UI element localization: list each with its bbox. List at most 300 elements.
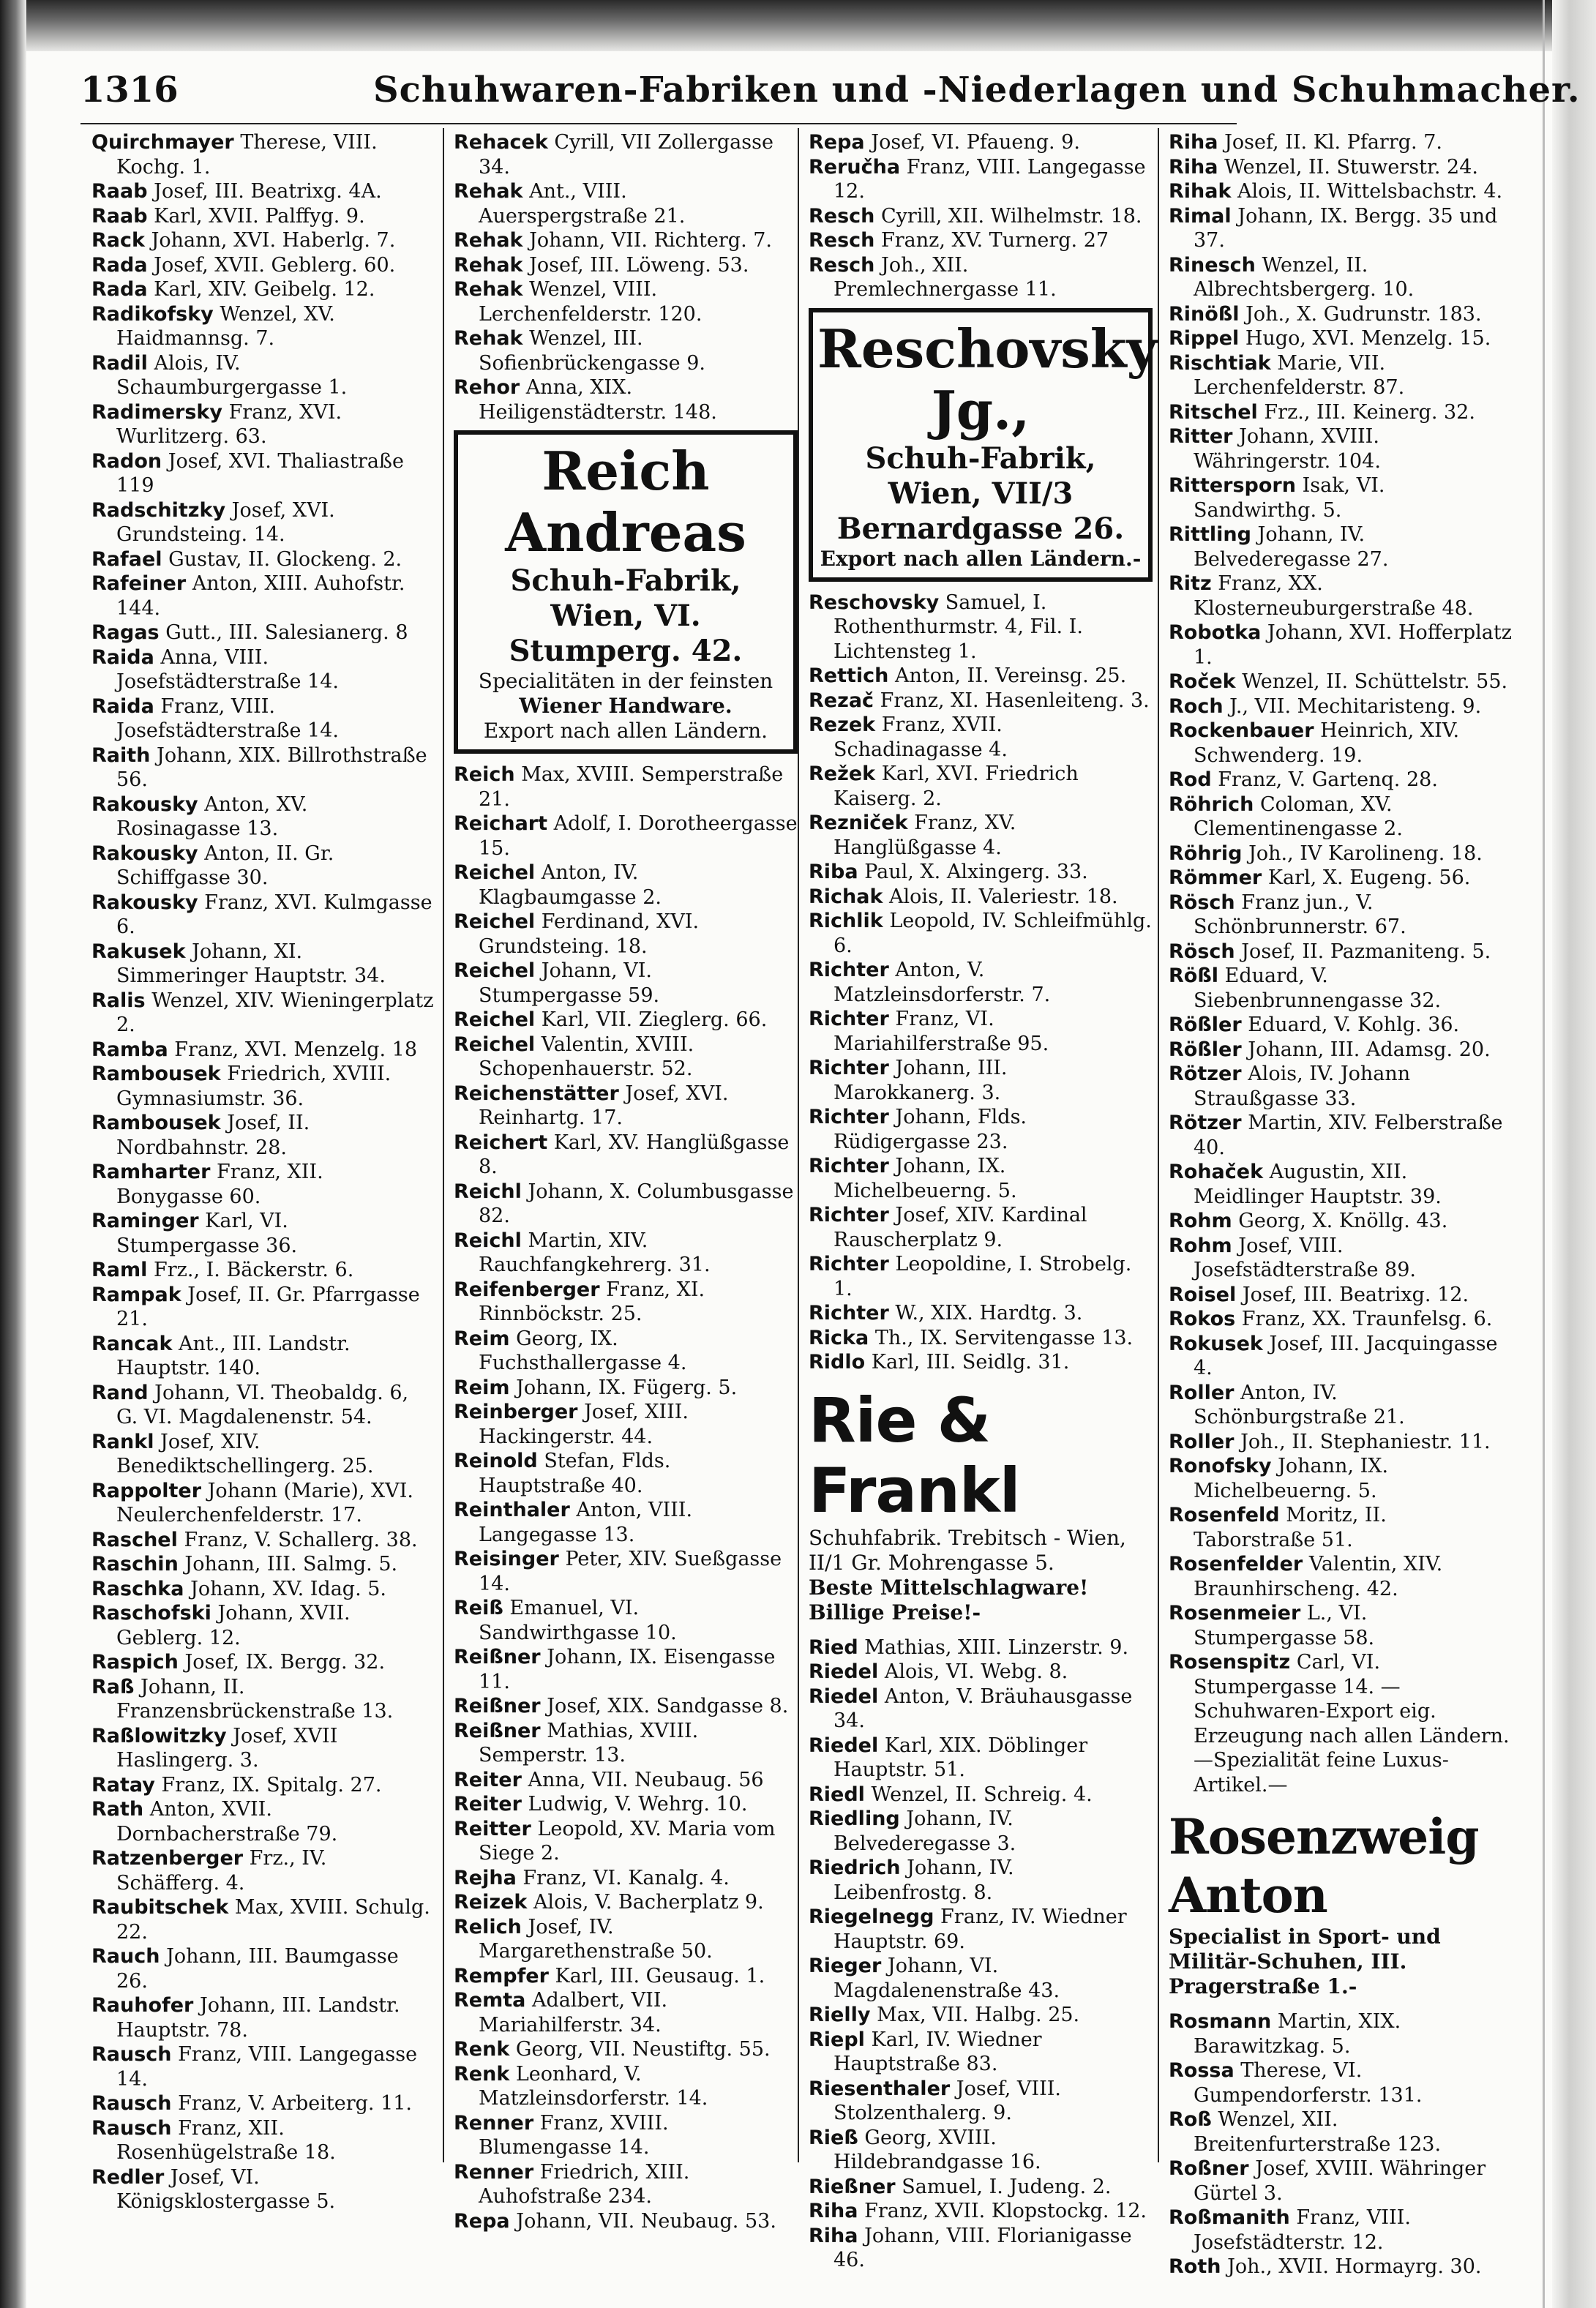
directory-entry — [1169, 1650, 1513, 1797]
entry-address: Leopoldine, I. Strobelg. 1. — [833, 1253, 1132, 1300]
entry-name: Rimal — [1169, 204, 1232, 228]
ad-text: Export nach allen Ländern.- — [820, 546, 1142, 571]
entry-address: Georg, XVIII. Hildebrandgasse 16. — [833, 2126, 1041, 2173]
entry-address: Ferdinand, XVI. Grundsteing. 18. — [479, 910, 700, 958]
entry-name: Radikofsky — [91, 302, 214, 326]
entry-name: Reißner — [454, 1695, 541, 1717]
entry-name: Rettich — [809, 664, 889, 687]
entry-name: Rezniček — [809, 812, 908, 834]
directory-entry — [91, 1283, 435, 1332]
entry-address: Johann, VI. Stumpergasse 59. — [479, 959, 660, 1007]
directory-entry — [91, 1773, 435, 1798]
entry-address: Mathias, XVIII. Semperstr. 13. — [479, 1719, 699, 1766]
directory-entry — [91, 989, 435, 1038]
directory-entry — [454, 1694, 798, 1719]
directory-entry — [454, 2160, 798, 2209]
entry-address: J., VII. Mechitaristeng. 9. — [1229, 694, 1482, 718]
entry-name: Rielly — [809, 2004, 871, 2026]
entry-address: Johann, IX. Fügerg. 5. — [516, 1376, 738, 1399]
directory-entry — [454, 910, 798, 959]
entry-address: Marie, VII. Lerchenfelderstr. 87. — [1194, 351, 1405, 399]
entry-address: Franz, XVII. Klopstockg. 12. — [864, 2200, 1147, 2222]
entry-address: Anton, II. Gr. Schiffgasse 30. — [116, 842, 334, 889]
ad-address: Wien, VI. Stumperg. 42. — [509, 599, 743, 668]
entry-address: Moritz, II. Taborstraße 51. — [1194, 1504, 1387, 1551]
directory-entry — [91, 891, 435, 940]
directory-entry — [91, 1209, 435, 1258]
entry-name: Rößler — [1169, 1038, 1242, 1061]
entry-address: Franz, XII. Bonygasse 60. — [116, 1161, 323, 1208]
entry-address: Joh., IV Karolineng. 18. — [1248, 842, 1483, 865]
entry-address: Franz, IV. Wiedner Hauptstr. 69. — [833, 1906, 1127, 1953]
entry-address: Johann, III. Landstr. Hauptstr. 78. — [116, 1994, 400, 2042]
entry-name: Reinthaler — [454, 1499, 570, 1521]
entry-name: Riba — [809, 861, 858, 883]
entry-address: Leonhard, V. Matzleinsdorferstr. 14. — [479, 2062, 708, 2110]
entry-name: Reinberger — [454, 1401, 578, 1423]
scan-right-edge — [1552, 0, 1596, 2308]
entry-name: Roßmanith — [1169, 2206, 1290, 2229]
ad-title: Rosenzweig Anton — [1169, 1808, 1479, 1924]
entry-name: Ratzenberger — [91, 1847, 244, 1870]
entry-name: Rezek — [809, 713, 876, 736]
entry-name: Rehak — [454, 327, 523, 350]
entry-name: Raspich — [91, 1651, 179, 1674]
entry-address: Franz, XVIII. Blumengasse 14. — [479, 2111, 669, 2159]
directory-entry — [91, 449, 435, 498]
entry-name: Riedl — [809, 1783, 865, 1806]
entry-address: Johann, III. Marokkanerg. 3. — [833, 1057, 1008, 1104]
entry-address: Karl, III. Seidlg. 31. — [871, 1351, 1070, 1374]
directory-entry — [809, 762, 1153, 811]
entry-address: Friedrich, XIII. Auhofstraße 234. — [479, 2160, 690, 2208]
page-number: 1316 — [80, 70, 179, 110]
entry-address: Joh., XII. Premlechnergasse 11. — [833, 253, 1057, 301]
entry-name: Rada — [91, 253, 148, 277]
entry-name: Richter — [809, 1204, 889, 1226]
directory-entry — [91, 351, 435, 400]
entry-address: Paul, X. Alxingerg. 33. — [864, 861, 1088, 883]
directory-entry — [91, 940, 435, 989]
directory-entry — [1169, 130, 1513, 155]
directory-entry — [809, 689, 1153, 713]
entry-address: Josef, VIII. Stolzenthalerg. 9. — [833, 2077, 1061, 2124]
entry-address: Franz, V. Schallerg. 38. — [184, 1528, 418, 1551]
entry-address: Max, XVIII. Schulg. 22. — [116, 1896, 430, 1944]
directory-entry — [91, 1160, 435, 1209]
column-3 — [809, 130, 1158, 2273]
directory-entry — [809, 1326, 1153, 1351]
running-head: Schuhwaren-Fabriken und -Niederlagen und Schuhmacher. — [373, 70, 1581, 110]
ad-text: Specialitäten in der feinsten — [478, 669, 773, 693]
directory-entry — [454, 2062, 798, 2111]
directory-entry — [91, 302, 435, 351]
directory-entry — [1169, 2009, 1513, 2058]
entry-address: Augustin, XII. Meidlinger Hauptstr. 39. — [1194, 1161, 1442, 1208]
entry-name: Rand — [91, 1381, 149, 1404]
entry-address: Johann (Marie), XVI. Neulerchenfelderstr. 17. — [116, 1479, 413, 1526]
entry-name: Rötzer — [1169, 1063, 1242, 1085]
entry-address: Franz, XVI. Kulmgasse 6. — [116, 891, 432, 938]
directory-entry — [809, 1954, 1153, 2003]
entry-address: Johann, X. Columbusgasse 82. — [479, 1180, 794, 1227]
entry-address: Valentin, XVIII. Schopenhauerstr. 52. — [479, 1033, 694, 1080]
directory-entry — [454, 1719, 798, 1768]
entry-address: Wenzel, II. Schüttelstr. 55. — [1242, 670, 1508, 693]
entry-address: Josef, XIII. Hackingerstr. 44. — [479, 1401, 689, 1448]
directory-entry — [91, 572, 435, 621]
directory-entry — [91, 793, 435, 842]
entry-name: Rauch — [91, 1945, 160, 1968]
entry-address: Franz, XI. Hasenleiteng. 3. — [880, 689, 1150, 712]
entry-name: Reitter — [454, 1817, 531, 1840]
entry-name: Reschovsky — [809, 591, 940, 614]
ad-reschovsky — [809, 308, 1158, 582]
directory-entry — [91, 253, 435, 278]
directory-entry — [1169, 2157, 1513, 2206]
entry-address: Eduard, V. Kohlg. 36. — [1248, 1014, 1460, 1036]
entry-name: Rokusek — [1169, 1332, 1263, 1355]
entry-address: Johann, IX. Eisengasse 11. — [479, 1646, 776, 1693]
directory-entry — [454, 1547, 798, 1596]
entry-address: Wenzel, XII. Breitenfurterstraße 123. — [1194, 2108, 1442, 2156]
entry-name: Reichel — [454, 1008, 536, 1031]
entry-address: Ant., VIII. Auerspergstraße 21. — [479, 180, 686, 228]
entry-name: Rauhofer — [91, 1994, 194, 2017]
entry-address: Franz, XV. Hanglüßgasse 4. — [833, 812, 1016, 859]
directory-entry — [91, 1577, 435, 1602]
directory-entry — [1169, 1160, 1513, 1209]
entry-address: Josef, IV. Margarethenstraße 50. — [479, 1915, 713, 1963]
entry-name: Radimersky — [91, 400, 222, 424]
entry-name: Raab — [91, 204, 148, 228]
directory-entry — [91, 1797, 435, 1846]
entry-address: Martin, XIV. Rauchfangkehrerg. 31. — [479, 1229, 711, 1276]
directory-entry — [91, 1381, 435, 1430]
entry-name: Raminger — [91, 1210, 199, 1232]
entry-name: Rieß — [809, 2126, 858, 2149]
directory-entry — [454, 1915, 798, 1964]
entry-address: Anton, XVII. Dornbacherstraße 79. — [116, 1798, 338, 1846]
entry-address: Coloman, XV. Clementinengasse 2. — [1194, 793, 1403, 840]
entry-name: Riedel — [809, 1685, 879, 1708]
directory-entry — [809, 958, 1153, 1007]
directory-entry — [454, 1768, 798, 1793]
entry-address: Th., IX. Servitengasse 13. — [874, 1326, 1134, 1349]
entry-address: Georg, IX. Fuchsthallergasse 4. — [479, 1327, 687, 1374]
entry-name: Resch — [809, 253, 875, 277]
entry-name: Rezač — [809, 689, 874, 712]
entry-name: Renk — [454, 2062, 510, 2086]
entry-address: Josef, XVI. Grundsteing. 14. — [116, 498, 335, 546]
entry-name: Rambousek — [91, 1112, 221, 1134]
entry-address: Stefan, Flds. Hauptstraße 40. — [479, 1450, 671, 1497]
entry-name: Riedrich — [809, 1856, 901, 1879]
column-1 — [91, 130, 435, 2214]
entry-name: Riedling — [809, 1807, 900, 1830]
directory-entry — [1169, 1234, 1513, 1283]
entry-address: Josef, XVII. Geblerg. 60. — [154, 253, 396, 277]
entry-address: Johann, III. Baumgasse 26. — [116, 1945, 399, 1993]
directory-entry — [1169, 940, 1513, 964]
entry-name: Režek — [809, 763, 876, 785]
entry-address: Anton, XIII. Auhofstr. 144. — [116, 572, 405, 620]
directory-entry — [454, 1327, 798, 1376]
page-margin-line — [1543, 0, 1545, 2308]
directory-entry — [91, 1528, 435, 1553]
entry-address: Alois, IV. Johann Straußgasse 33. — [1194, 1063, 1411, 1110]
entry-address: Peter, XIV. Sueßgasse 14. — [479, 1548, 782, 1595]
entry-address: Josef, XVII Haslingerg. 3. — [116, 1724, 338, 1772]
entry-name: Rittersporn — [1169, 474, 1296, 497]
directory-entry — [91, 228, 435, 253]
directory-entry — [454, 2111, 798, 2160]
directory-entry — [454, 179, 798, 228]
directory-entry — [454, 1792, 798, 1817]
directory-entry — [91, 1038, 435, 1063]
directory-entry — [1169, 719, 1513, 768]
entry-address: Johann, XIX. Billrothstraße 56. — [116, 743, 427, 791]
entry-name: Raubitschek — [91, 1896, 229, 1919]
entry-name: Rösch — [1169, 891, 1235, 914]
page-header — [80, 70, 1581, 121]
entry-address: Franz, XX. Klosterneuburgerstraße 48. — [1194, 572, 1474, 620]
entry-name: Röhrich — [1169, 793, 1254, 816]
entry-name: Riesenthaler — [809, 2077, 951, 2100]
ad-reich-andreas — [454, 430, 798, 754]
directory-entry — [454, 1988, 798, 2037]
entry-name: Rießner — [809, 2175, 896, 2198]
directory-entry — [1169, 1332, 1513, 1381]
entry-address: Franz, XV. Turnerg. 27 — [881, 229, 1109, 252]
entry-name: Rihak — [1169, 180, 1232, 203]
entry-name: Riedel — [809, 1734, 879, 1757]
entry-name: Roisel — [1169, 1283, 1237, 1306]
entry-name: Rafeiner — [91, 572, 187, 595]
entry-address: Mathias, XIII. Linzerstr. 9. — [864, 1636, 1129, 1659]
directory-entry — [454, 1890, 798, 1915]
directory-entry — [1169, 326, 1513, 351]
entry-address: Anna, XIX. Heiligenstädterstr. 148. — [479, 376, 717, 424]
directory-entry — [1169, 400, 1513, 425]
ad-subtitle: Schuh-Fabrik, — [510, 563, 741, 598]
entry-name: Reim — [454, 1376, 510, 1399]
entry-name: Rokos — [1169, 1308, 1236, 1330]
ad-text: Beste Mittelschlagware! Billige Preise!- — [809, 1575, 1089, 1625]
entry-name: Reißner — [454, 1646, 541, 1668]
directory-entry — [91, 1258, 435, 1283]
directory-entry — [1169, 1552, 1513, 1601]
header-rule — [80, 123, 1237, 124]
entry-address: Karl, VII. Zieglerg. 66. — [541, 1008, 768, 1031]
entry-name: Rakousky — [91, 891, 198, 914]
entry-address: Anna, VIII. Josefstädterstraße 14. — [116, 645, 339, 693]
entry-name: Roßner — [1169, 2157, 1249, 2180]
entry-name: Rinesch — [1169, 253, 1256, 277]
entry-address: Karl, XVI. Friedrich Kaiserg. 2. — [833, 763, 1079, 810]
entry-name: Richak — [809, 885, 883, 908]
directory-entry — [454, 763, 798, 812]
entry-name: Roth — [1169, 2255, 1221, 2278]
ad-rie-frankl — [809, 1385, 1153, 1625]
directory-entry — [454, 375, 798, 424]
directory-entry — [809, 2224, 1153, 2273]
entry-address: Franz, XII. Rosenhügelstraße 18. — [116, 2116, 336, 2164]
directory-entry — [454, 1400, 798, 1449]
directory-entry — [91, 2165, 435, 2214]
entry-name: Radschitzky — [91, 498, 226, 522]
entry-name: Reisinger — [454, 1548, 559, 1570]
entry-address: Adalbert, VII. Mariahilferstr. 34. — [479, 1989, 668, 2037]
entry-name: Rosenspitz — [1169, 1651, 1291, 1674]
column-divider — [443, 128, 444, 2162]
directory-entry — [809, 1783, 1153, 1807]
directory-entry — [809, 860, 1153, 885]
entry-address: Georg, VII. Neustiftg. 55. — [515, 2038, 771, 2061]
entry-name: Radon — [91, 449, 162, 473]
entry-name: Renner — [454, 2160, 534, 2184]
entry-address: Josef, IX. Bergg. 32. — [184, 1651, 386, 1674]
entry-address: Emanuel, VI. Sandwirthgasse 10. — [479, 1597, 677, 1644]
directory-entry — [91, 204, 435, 229]
entry-name: Riha — [809, 2224, 858, 2247]
directory-entry — [809, 1203, 1153, 1252]
directory-entry — [454, 1817, 798, 1866]
directory-entry — [454, 2037, 798, 2062]
directory-entry — [1169, 424, 1513, 473]
directory-entry — [809, 2175, 1153, 2200]
entry-address: Franz jun., V. Schönbrunnerstr. 67. — [1194, 891, 1406, 938]
directory-entry — [1169, 1381, 1513, 1430]
entry-address: Josef, XVIII. Währinger Gürtel 3. — [1194, 2157, 1486, 2205]
entry-name: Rafael — [91, 547, 162, 571]
directory-entry — [1169, 351, 1513, 400]
entry-address: Franz, VIII. Josefstädterstraße 14. — [116, 694, 339, 742]
entry-address: Josef, III. Beatrixg. 12. — [1242, 1283, 1469, 1306]
entry-address: Josef, XIX. Sandgasse 8. — [547, 1695, 789, 1717]
directory-entry — [1169, 1454, 1513, 1503]
directory-entry — [454, 1229, 798, 1278]
entry-address: Johann, IV. Belvederegasse 3. — [833, 1807, 1016, 1855]
entry-address: Valentin, XIV. Braunhirscheng. 42. — [1194, 1553, 1443, 1600]
entry-name: Ritz — [1169, 572, 1212, 595]
entry-address: Karl, IV. Wiedner Hauptstraße 83. — [833, 2028, 1042, 2075]
entry-address: Alois, II. Valeriestr. 18. — [889, 885, 1118, 908]
ad-text: Export nach allen Ländern. — [483, 719, 768, 743]
entry-name: Resch — [809, 204, 875, 228]
entry-address: Joh., X. Gudrunstr. 183. — [1245, 302, 1482, 326]
directory-entry — [91, 842, 435, 891]
entry-name: Raßlowitzky — [91, 1724, 227, 1747]
directory-entry — [1169, 768, 1513, 793]
entry-name: Rippel — [1169, 327, 1240, 350]
entry-name: Rohaček — [1169, 1161, 1264, 1183]
entry-name: Ronofsky — [1169, 1455, 1272, 1477]
entry-name: Rohm — [1169, 1234, 1232, 1257]
entry-address: Anton, IV. Klagbaumgasse 2. — [479, 861, 662, 909]
directory-entry — [91, 2091, 435, 2116]
entry-name: Reiter — [454, 1793, 522, 1816]
entry-address: Franz, XVI. Menzelg. 18 — [174, 1038, 418, 1061]
directory-entry — [91, 179, 435, 204]
entry-address: Franz, V. Arbeiterg. 11. — [178, 2092, 413, 2115]
entry-name: Rakusek — [91, 940, 186, 963]
directory-entry — [809, 811, 1153, 860]
directory-entry — [1169, 253, 1513, 302]
entry-address: Joh., XVII. Hormayrg. 30. — [1227, 2255, 1482, 2278]
directory-entry — [809, 155, 1153, 204]
directory-entry — [454, 812, 798, 861]
directory-entry — [91, 1552, 435, 1577]
entry-name: Raschel — [91, 1528, 178, 1551]
entry-address: Alois, IV. Schaumburgergasse 1. — [116, 351, 348, 399]
entry-address: Wenzel, III. Sofienbrückengasse 9. — [479, 327, 705, 375]
directory-entry — [1169, 1503, 1513, 1552]
directory-entry — [91, 1601, 435, 1650]
entry-address: Franz, VIII. Josefstädterstr. 12. — [1194, 2206, 1411, 2254]
directory-entry — [91, 547, 435, 572]
entry-name: Repa — [809, 131, 865, 154]
entry-name: Rod — [1169, 768, 1212, 791]
directory-entry — [1169, 1062, 1513, 1111]
entry-name: Richter — [809, 1057, 889, 1079]
entry-name: Roller — [1169, 1430, 1235, 1453]
entry-address: Frz., IV. Schäfferg. 4. — [116, 1847, 327, 1895]
directory-entry — [91, 621, 435, 645]
entry-name: Römmer — [1169, 866, 1262, 889]
entry-address: Gustav, II. Glockeng. 2. — [168, 547, 402, 571]
directory-entry — [809, 1905, 1153, 1954]
directory-entry — [454, 277, 798, 326]
directory-entry — [1169, 1038, 1513, 1063]
entry-name: Resch — [809, 229, 875, 252]
directory-entry — [454, 253, 798, 278]
entry-address: Therese, VIII. Kochg. 1. — [116, 131, 378, 179]
entry-address: Georg, X. Knöllg. 43. — [1238, 1210, 1448, 1232]
entry-name: Rath — [91, 1798, 144, 1821]
entry-name: Richlik — [809, 910, 883, 932]
entry-address: Johann, VIII. Florianigasse 46. — [833, 2224, 1132, 2271]
directory-entry — [1169, 2206, 1513, 2255]
directory-entry — [454, 1082, 798, 1131]
directory-entry — [809, 1660, 1153, 1685]
entry-address: Johann, IX. Bergg. 35 und 37. — [1194, 204, 1498, 252]
entry-address: Martin, XIX. Barawitzkag. 5. — [1194, 2010, 1401, 2058]
directory-entry — [91, 1111, 435, 1160]
entry-address: Franz, VI. Kanalg. 4. — [522, 1866, 730, 1889]
entry-name: Rossa — [1169, 2059, 1235, 2082]
directory-entry — [809, 1105, 1153, 1154]
directory-entry — [454, 2209, 798, 2234]
entry-address: Josef, XIV. Kardinal Rauscherplatz 9. — [833, 1204, 1087, 1251]
directory-entry — [454, 1033, 798, 1082]
entry-name: Röhrig — [1169, 842, 1243, 865]
directory-entry — [1169, 670, 1513, 694]
entry-name: Ricka — [809, 1326, 869, 1349]
entry-address: Samuel, I. Rothenthurmstr. 4, Fil. I. Lichtensteg 1. — [833, 591, 1083, 663]
ad-text: Specialist in Sport- und Militär-Schuhen, III. Pragerstraße 1.- — [1169, 1925, 1441, 1998]
entry-address: Cyrill, XII. Wilhelmstr. 18. — [881, 204, 1142, 228]
entry-address: Hugo, XVI. Menzelg. 15. — [1245, 327, 1491, 350]
entry-name: Roller — [1169, 1381, 1235, 1404]
directory-entry — [1169, 621, 1513, 670]
entry-address: Franz, VI. Mariahilferstraße 95. — [833, 1008, 1049, 1055]
entry-address: Adolf, I. Dorotheergasse 15. — [479, 812, 798, 860]
directory-entry — [91, 645, 435, 694]
directory-entry — [809, 1350, 1153, 1375]
directory-entry — [809, 2126, 1153, 2175]
entry-address: Johann, VII. Richterg. 7. — [529, 229, 773, 252]
